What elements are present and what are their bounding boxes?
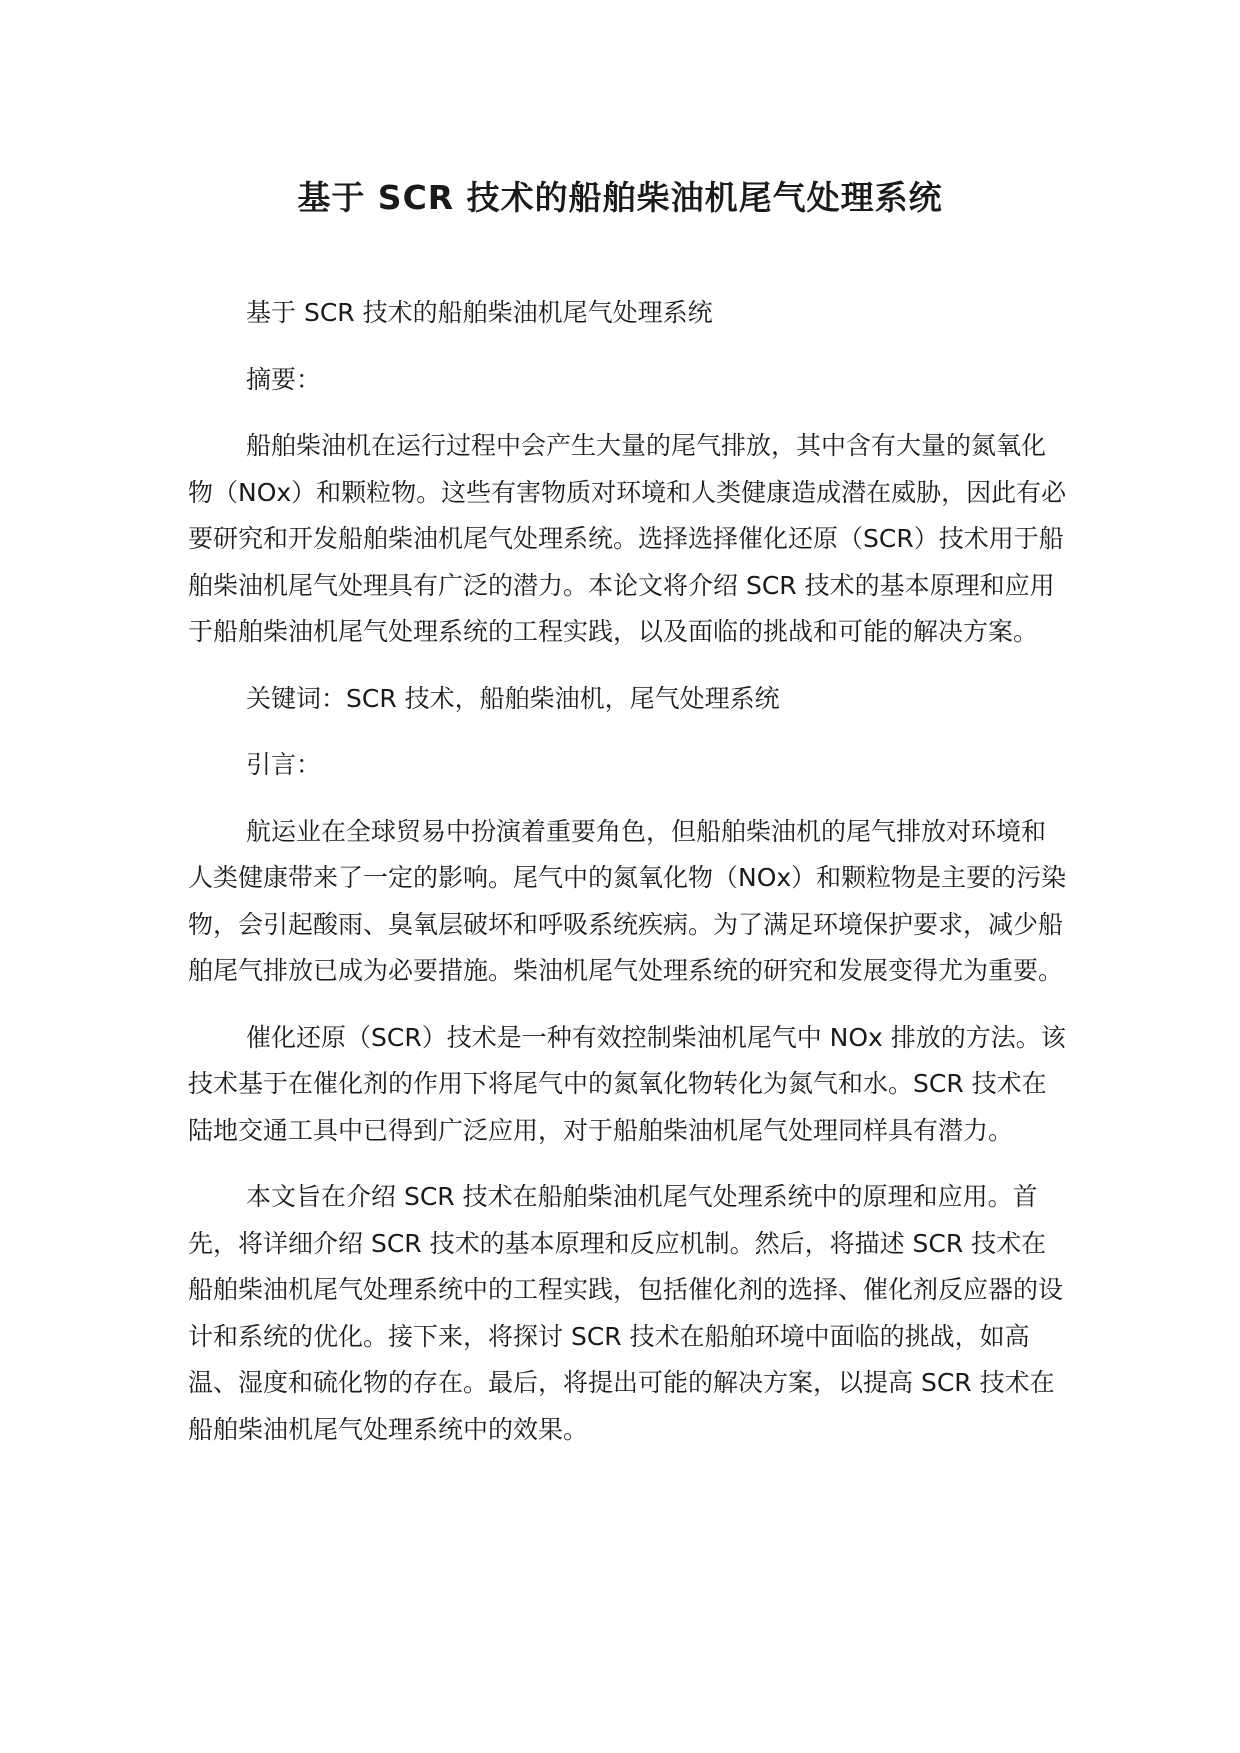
introduction-paragraph-1: 航运业在全球贸易中扮演着重要角色，但船舶柴油机的尾气排放对环境和人类健康带来了一定的影响。尾气中的氮氧化物（NOx）和颗粒物是主要的污染物，会引起酸雨、臭氧层破坏和呼吸系统疾病。为了满足环境保护要求，减少船舶尾气排放已成为必要措施。柴油机尾气处理系统的研究和发展变得尤为重要。 bbox=[188, 816, 1067, 985]
introduction-heading: 引言： bbox=[246, 750, 322, 779]
introduction-paragraph-3: 本文旨在介绍 SCR 技术在船舶柴油机尾气处理系统中的原理和应用。首先，将详细介绍 SCR 技术的基本原理和反应机制。然后，将描述 SCR 技术在船舶柴油机尾气处理系统中的工程实践，包括催化剂的选择、催化剂反应器的设计和系统的优化。接下来，将探讨 SCR 技术在船舶环境中面临的挑战，如高温、湿度和硫化物的存在。最后，将提出可能的解决方案，以提高 SCR 技术在船舶柴油机尾气处理系统中的效果。 bbox=[188, 1182, 1064, 1444]
keywords-paragraph: 关键词：SCR 技术，船舶柴油机，尾气处理系统 bbox=[246, 683, 780, 713]
subtitle-paragraph: 基于 SCR 技术的船舶柴油机尾气处理系统 bbox=[246, 298, 713, 327]
document-body bbox=[188, 290, 1068, 1473]
abstract-paragraph: 船舶柴油机在运行过程中会产生大量的尾气排放，其中含有大量的氮氧化物（NOx）和颗粒物。这些有害物质对环境和人类健康造成潜在威胁，因此有必要研究和开发船舶柴油机尾气处理系统。选择选择催化还原（SCR）技术用于船舶柴油机尾气处理具有广泛的潜力。本论文将介绍 SCR 技术的基本原理和应用于船舶柴油机尾气处理系统的工程实践，以及面临的挑战和可能的解决方案。 bbox=[188, 431, 1067, 646]
introduction-paragraph-2: 催化还原（SCR）技术是一种有效控制柴油机尾气中 NOx 排放的方法。该技术基于在催化剂的作用下将尾气中的氮氧化物转化为氮气和水。SCR 技术在陆地交通工具中已得到广泛应用，对于船舶柴油机尾气处理同样具有潜力。 bbox=[188, 1022, 1066, 1145]
document-title: 基于 SCR 技术的船舶柴油机尾气处理系统 bbox=[297, 178, 943, 217]
abstract-heading: 摘要： bbox=[246, 364, 322, 394]
